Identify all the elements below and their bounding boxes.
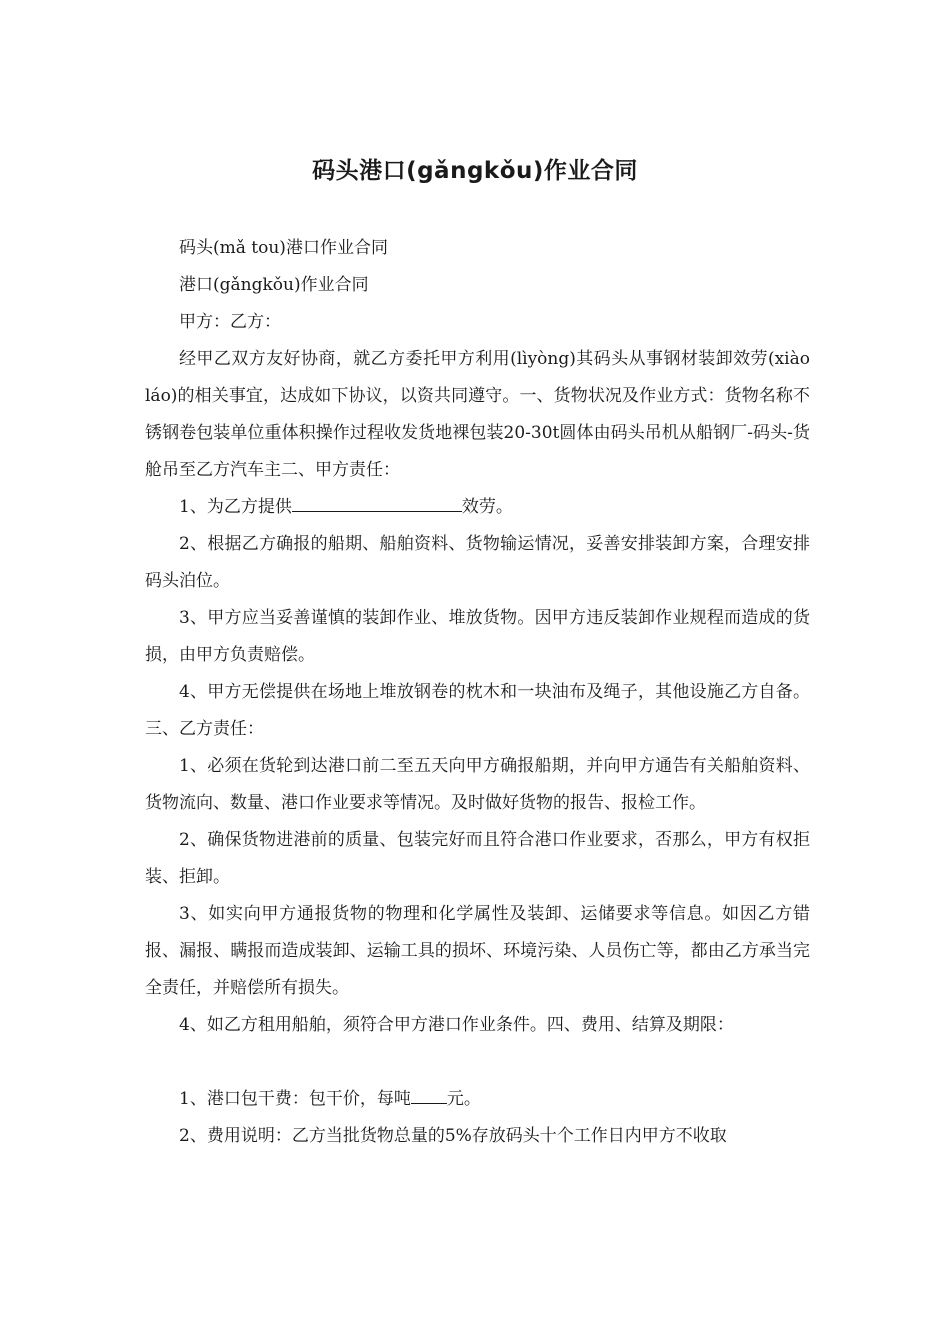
paragraph: 3、甲方应当妥善谨慎的装卸作业、堆放货物。因甲方违反装卸作业规程而造成的货损，由甲方负责赔偿。 (145, 608, 810, 665)
paragraph: 2、费用说明：乙方当批货物总量的5%存放码头十个工作日内甲方不收取 (179, 1126, 727, 1146)
paragraph: 3、如实向甲方通报货物的物理和化学属性及装卸、运储要求等信息。如因乙方错报、漏报、瞒报而造成装卸、运输工具的损坏、环境污染、人员伤亡等，都由乙方承当完全责任，并赔偿所有损失。 (145, 904, 810, 998)
paragraph: 2、根据乙方确报的船期、船舶资料、货物输运情况，妥善安排装卸方案，合理安排码头泊位。 (145, 534, 810, 591)
fill-in-blank (292, 493, 462, 512)
paragraph: 码头(mǎ tou)港口作业合同 (179, 238, 388, 258)
paragraph-text: 效劳。 (461, 497, 513, 517)
paragraph: 2、确保货物进港前的质量、包装完好而且符合港口作业要求，否那么，甲方有权拒装、拒卸。 (145, 830, 810, 887)
paragraph-text: 元。 (446, 1089, 481, 1109)
document-title: 码头港口(gǎngkǒu)作业合同 (312, 158, 638, 184)
fill-in-blank (411, 1085, 447, 1104)
paragraph-text: 1、港口包干费：包干价，每吨 (179, 1089, 411, 1109)
paragraph-with-blank (145, 1081, 810, 1118)
paragraph: 经甲乙双方友好协商，就乙方委托甲方利用(lìyòng)其码头从事钢材装卸效劳(xiào láo)的相关事宜，达成如下协议，以资共同遵守。一、货物状况及作业方式：货物名称不锈钢卷包装单位重体积操作过程收发货地裸包装20-30t圆体由码头吊机从船钢厂-码头-货舱吊至乙方汽车主二、甲方责任： (145, 349, 810, 480)
paragraph-text: 1、为乙方提供 (179, 497, 292, 517)
paragraph: 甲方：乙方： (179, 312, 281, 332)
paragraph: 4、如乙方租用船舶，须符合甲方港口作业条件。四、费用、结算及期限： (179, 1015, 734, 1035)
paragraph: 1、必须在货轮到达港口前二至五天向甲方确报船期，并向甲方通告有关船舶资料、货物流向、数量、港口作业要求等情况。及时做好货物的报告、报检工作。 (145, 756, 810, 813)
paragraph: 港口(gǎngkǒu)作业合同 (179, 275, 369, 295)
paragraph-with-blank (145, 489, 810, 526)
document-body (145, 230, 810, 1155)
paragraph: 4、甲方无偿提供在场地上堆放钢卷的枕木和一块油布及绳子，其他设施乙方自备。三、乙方责任： (145, 682, 810, 739)
